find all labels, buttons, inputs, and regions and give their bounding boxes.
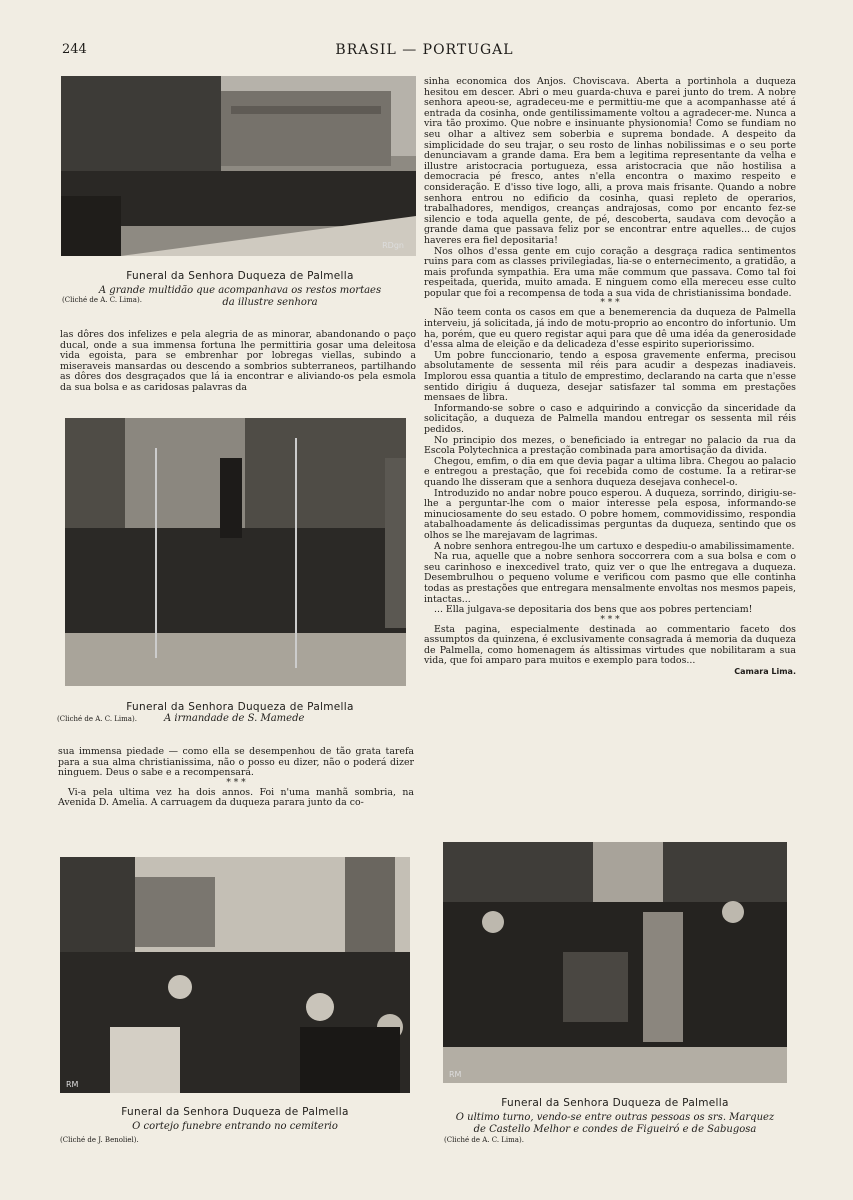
caption-title: Funeral da Senhora Duqueza de Palmella (501, 1097, 729, 1109)
photo-credit: (Cliché de A. C. Lima). (444, 1136, 524, 1144)
paragraph: A nobre senhora entregou-lhe um cartuxo e despediu-o amabilissimamente. (434, 540, 795, 552)
photo-credit: (Cliché de A. C. Lima). (62, 296, 142, 304)
caption-subtitle: A irmandade de S. Mamede (164, 713, 305, 724)
section-separator: * * * (600, 298, 620, 309)
paragraph: Na rua, aquelle que a nobre senhora soccorrera com a sua bolsa e com o seu carinhoso e inexcedivel trato, quiz ver o que lhe entregava a duqueza. Desembrulhou o pequeno volume e verificou com pasmo que elle continha todas as prestações que entregara mensalmente envoltas nos mesmos papeis, intactas... (424, 551, 796, 605)
paragraph: Esta pagina, especialmente destinada ao commentario faceto dos assumptos da quinzena, é exclusivamente consagrada á memoria da duqueza de Palmella, como homenagem ás altissimas virtudes que nobilitaram a sua vida, que foi amparo para muitos e exemplo para todos... (424, 623, 796, 667)
caption-photo-3 (70, 1106, 400, 1133)
caption-title: Funeral da Senhora Duqueza de Palmella (126, 701, 354, 713)
paragraph: ... Ella julgava-se depositaria dos bens que aos pobres pertenciam! (434, 604, 753, 616)
photo-credit: (Cliché de A. C. Lima). (57, 715, 137, 723)
paragraph: Não teem conta os casos em que a benemerencia da duqueza de Palmella interveiu, já solicitada, já indo de motu-proprio ao encontro do infortunio. Um ha, porém, que eu quero registar aqui para que dê uma idéa da generosidade d'essa alma de eleição e da delicadeza d'esse espirito superiorissimo. (424, 307, 796, 351)
paragraph: sua immensa piedade — como ella se desempenhou de tão grata tarefa para a sua alma christianissima, não o posso eu dizer, não o poderá dizer ninguem. Deus o sabe e a recompensará. (58, 746, 414, 779)
paragraph: Informando-se sobre o caso e adquirindo a convicção da sinceridade da solicitação, a duqueza de Palmella mandou entregar os sessenta mil réis pedidos. (424, 402, 796, 435)
paragraph: Um pobre funccionario, tendo a esposa gravemente enferma, precisou absolutamente de sessenta mil réis para acudir a despezas inadiaveis. Implorou essa quantia a titulo de emprestimo, declarando na carta que n'esse sentido dirigiu á duqueza, desejar satisfazer tal somma em prestações mensaes de libra. (424, 349, 796, 404)
paragraph: No principio dos mezes, o beneficiado ia entregar no palacio da rua da Escola Polytechnica a prestação combinada para amortisação da divida. (424, 434, 796, 457)
paragraph: Nos olhos d'essa gente em cujo coração a desgraça radica sentimentos ruins para com as classes privilegiadas, lia-se o enternecimento, a gratidão, a mais profunda sympathia. Era uma mãe commum que passava. Como tal foi respeitada, querida, muito amada. E ninguem como ella mereceu esse culto popular que foi a recompensa de toda a sua vida de christianissima bondade. (424, 245, 796, 299)
photo-mark: RM (449, 1070, 462, 1079)
paragraph: las dôres dos infelizes e pela alegria de as minorar, abandonando o paço ducal, onde a sua immensa fortuna lhe permittiria gosar uma deleitosa vida egoista, para se embrenhar por lobregas viellas, subindo a miseraveis mansardas ou descendo a sombrios subterraneos, partilhando as dôres dos desgraçados que lá ia encontrar e aliviando-os pela esmola da sua bolsa e as caridosas palavras da (60, 329, 416, 393)
caption-subtitle: da illustre senhora (222, 297, 318, 308)
caption-subtitle: O ultimo turno, vendo-se entre outras pessoas os srs. Marquez (455, 1112, 775, 1123)
caption-photo-4 (440, 1097, 790, 1136)
running-title: BRASIL — PORTUGAL (335, 42, 514, 58)
article-text (60, 330, 416, 394)
photo-mark: RDgn (382, 241, 404, 250)
section-separator: * * * (226, 777, 246, 788)
photo-credit: (Cliché de J. Benoliel). (60, 1136, 139, 1144)
caption-subtitle: de Castello Melhor e condes de Figueiró e de Sabugosa (473, 1124, 757, 1135)
photo-brotherhood (65, 418, 406, 686)
caption-title: Funeral da Senhora Duqueza de Palmella (126, 270, 354, 282)
photo-last-turn (443, 842, 787, 1083)
page-number: 244 (62, 42, 87, 57)
photo-crowd (61, 76, 416, 256)
photo-mark: RM (66, 1080, 79, 1089)
author-signature: Camara Lima. (734, 667, 796, 677)
section-separator: * * * (600, 614, 620, 625)
page-header (62, 42, 787, 62)
caption-subtitle: O cortejo funebre entrando no cemiterio (132, 1121, 338, 1132)
caption-subtitle: A grande multidão que acompanhava os restos mortaes (98, 285, 382, 296)
paragraph: Chegou, emfim, o dia em que devia pagar a ultima libra. Chegou ao palacio e entregou a prestação, que foi recebida como de costume. Ia a retirar-se quando lhe disseram que a senhora duqueza desejava conhecel-o. (424, 455, 796, 488)
paragraph: sinha economica dos Anjos. Choviscava. Aberta a portinhola a duqueza hesitou em descer. Abri o meu guarda-chuva e parei junto do trem. A nobre senhora apeou-se, agradeceu-me e permittiu-me que a acompanhasse até á entrada da cosinha, onde gentilissimamente voltou a agradecer-me. Nunca a vira tão proximo. Que nobre e insinuante physionomia! Como se fundiam no seu olhar a altivez sem soberbia e suprema bondade. A despeito da simplicidade do seu trajar, o seu rosto de linhas nobilissimas e o seu porte denunciavam a grande dama. Era bem a legitima representante da velha e illustre aristocracia portugueza, essa aristocracia que não hostilisa a democracia pé fresco, antes n'ella encontra o maximo respeito e consideração. E d'isso tive logo, alli, a prova mais frisante. Quando a nobre senhora entrou no edificio da cosinha, quasi repleto de operarios, trabalhadores, mendigos, creanças andrajosas, como por encanto fez-se silencio e toda aquella gente, de pé, descoberta, saudava com devoção a grande dama que passava feliz por se encontrar entre aquelles... de cujos haveres era fiel depositaria! (424, 76, 796, 246)
paragraph: Introduzido no andar nobre pouco esperou. A duqueza, sorrindo, dirigiu-se-lhe a perguntar-lhe com o maior interesse pela esposa, informando-se minuciosamente do seu estado. O pobre homem, commovidissimo, respondia atabalhoadamente ás delicadissimas perguntas da duqueza, sentindo que os olhos se lhe marejavam de lagrimas. (424, 487, 796, 541)
caption-title: Funeral da Senhora Duqueza de Palmella (121, 1106, 349, 1118)
article-text (58, 747, 414, 809)
article-text (424, 77, 796, 678)
paragraph: Vi-a pela ultima vez ha dois annos. Foi n'uma manhã sombria, na Avenida D. Amelia. A carruagem da duqueza parara junto da co- (58, 786, 414, 809)
photo-cortege (60, 857, 410, 1093)
